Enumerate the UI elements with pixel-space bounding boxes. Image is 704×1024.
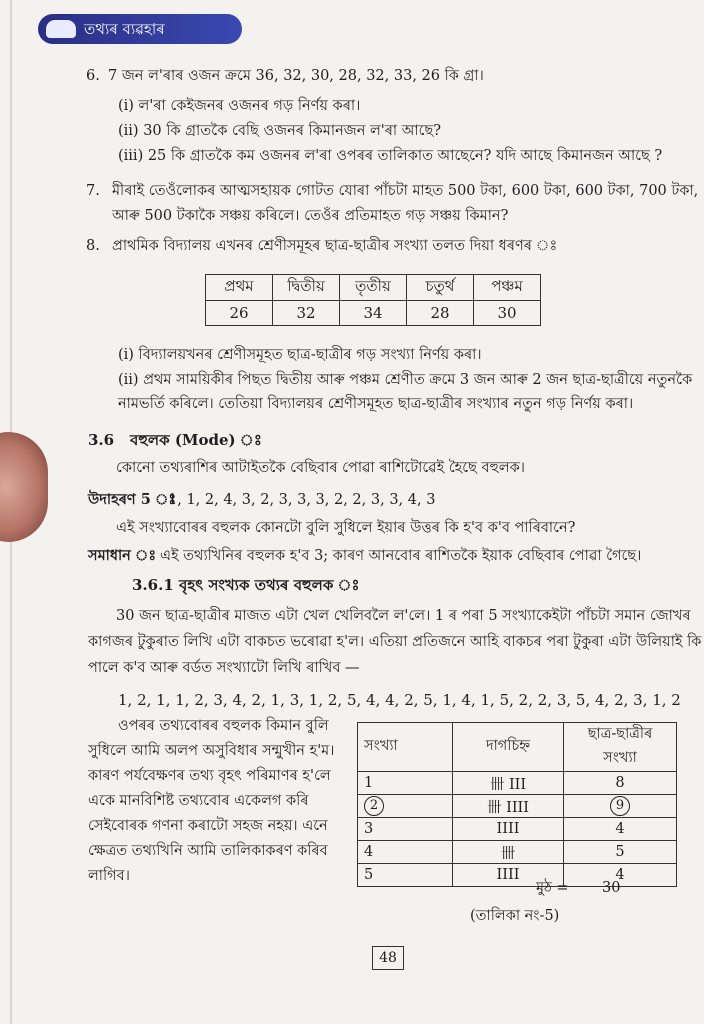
example-values: 1, 1, 2, 4, 3, 2, 3, 3, 3, 2, 2, 3, 3, 4, 3 bbox=[168, 492, 436, 508]
example-label: উদাহৰণ 5 ঃ bbox=[88, 491, 177, 508]
subsection-para-line1: 30 জন ছাত্ৰ-ছাত্ৰীৰ মাজত এটা খেল খেলিবলৈ ল'লে। 1 ৰ পৰা 5 সংখ্যাকেইটা পাঁচটা সমান জোখৰ bbox=[116, 608, 691, 624]
table-header-cell: পঞ্চম bbox=[474, 275, 541, 301]
section-title: বহুলক (Mode) ঃ bbox=[130, 431, 262, 449]
table-cell: 28 bbox=[407, 301, 474, 326]
table-cell-number: 3 bbox=[358, 818, 453, 841]
subsection-title: 3.6.1 বৃহৎ সংখ্যক তথ্যৰ বহুলক ঃ bbox=[132, 576, 360, 594]
table-cell: 26 bbox=[206, 301, 273, 326]
chapter-header bbox=[38, 14, 242, 44]
chapter-title: তথ্যৰ ব্যৱহাৰ bbox=[84, 20, 165, 38]
table-cell-number bbox=[358, 795, 453, 818]
table-header-cell: তৃতীয় bbox=[340, 275, 407, 301]
tally-marks: IIII bbox=[453, 864, 564, 887]
side-text-line: ওপৰৰ তথ্যবোৰৰ বহুলক কিমান বুলি bbox=[118, 718, 329, 734]
table-header-cell: চতুৰ্থ bbox=[407, 275, 474, 301]
solution-text: এই তথ্যখিনিৰ বহুলক হ'ব 3; কাৰণ আনবোৰ ৰাশিতকৈ ইয়াক বেছিবাৰ পোৱা গৈছে। bbox=[160, 548, 642, 564]
q8-part-i: (i) বিদ্যালয়খনৰ শ্ৰেণীসমূহত ছাত্ৰ-ছাত্ৰীৰ গড় সংখ্যা নিৰ্ণয় কৰা। bbox=[118, 347, 482, 363]
table-cell: 32 bbox=[273, 301, 340, 326]
table-cell: 30 bbox=[474, 301, 541, 326]
q7-number: 7. bbox=[86, 183, 100, 199]
q6-part-ii: (ii) 30 কি গ্ৰাতকৈ বেছি ওজনৰ কিমানজন ল'ৰা আছে? bbox=[118, 123, 442, 139]
q6-text: 7 জন ল'ৰাৰ ওজন ক্ৰমে 36, 32, 30, 28, 32, 33, 26 কি গ্ৰা। bbox=[108, 68, 484, 84]
tally-marks: IIII bbox=[453, 818, 564, 841]
table-header-cell: ছাত্ৰ-ছাত্ৰীৰ সংখ্যা bbox=[564, 723, 677, 772]
tally-marks: 卌 bbox=[453, 841, 564, 864]
table-header-cell: প্ৰথম bbox=[206, 275, 273, 301]
side-text-line: সেইবোৰক গণনা কৰাটো সহজ নহয়। এনে bbox=[88, 818, 328, 834]
table-row bbox=[358, 841, 677, 864]
solution-label: সমাধান ঃ bbox=[88, 547, 157, 564]
q8-number: 8. bbox=[86, 238, 100, 254]
table-row bbox=[358, 772, 677, 795]
class-strength-table bbox=[205, 274, 541, 326]
thumb-photo-artifact bbox=[0, 432, 48, 542]
table-cell-number: 1 bbox=[358, 772, 453, 795]
total-label: মুঠ = bbox=[536, 880, 569, 896]
side-text-line: একে মানবিশিষ্ট তথ্যবোৰ একেলগ কৰি bbox=[88, 793, 309, 809]
table-cell-count bbox=[564, 795, 677, 818]
section-number: 3.6 bbox=[88, 431, 115, 449]
table-row bbox=[206, 301, 541, 326]
table-row bbox=[358, 818, 677, 841]
subsection-para-line3: পালে ক'ব আৰু বৰ্ডত সংখ্যাটো লিখি ৰাখিব — bbox=[88, 660, 360, 676]
table-cell: 34 bbox=[340, 301, 407, 326]
total-value: 30 bbox=[602, 880, 621, 896]
mode-definition: কোনো তথ্যৰাশিৰ আটাইতকৈ বেছিবাৰ পোৱা ৰাশিটোৱেই হৈছে বহুলক। bbox=[116, 460, 525, 476]
side-text-line: কাৰণ পৰ্যবেক্ষণৰ তথ্য বৃহৎ পৰিমাণৰ হ'লে bbox=[88, 768, 331, 784]
table-header-row bbox=[358, 723, 677, 772]
q7-line1: মীৰাই তেওঁলোকৰ আত্মসহায়ক গোটত যোৰা পাঁচটা মাহত 500 টকা, 600 টকা, 600 টকা, 700 টকা, bbox=[112, 183, 699, 199]
header-emblem-icon bbox=[46, 20, 76, 38]
table-row bbox=[358, 795, 677, 818]
circled-count: 9 bbox=[610, 796, 630, 816]
example-question: এই সংখ্যাবোৰৰ বহুলক কোনটো বুলি সুধিলে ইয়াৰ উত্তৰ কি হ'ব ক'ব পাৰিবানে? bbox=[116, 520, 576, 536]
table-cell-count: 8 bbox=[564, 772, 677, 795]
page-number: 48 bbox=[372, 946, 404, 970]
circled-number: 2 bbox=[364, 796, 384, 816]
table-cell-count: 4 bbox=[564, 864, 677, 887]
tally-table bbox=[357, 722, 677, 887]
q6-part-iii: (iii) 25 কি গ্ৰাতকৈ কম ওজনৰ ল'ৰা ওপৰৰ তালিকাত আছেনে? যদি আছে কিমানজন আছে ? bbox=[118, 148, 663, 164]
tally-marks: 卌 III bbox=[453, 772, 564, 795]
q8-text: প্ৰাথমিক বিদ্যালয় এখনৰ শ্ৰেণীসমূহৰ ছাত্ৰ-ছাত্ৰীৰ সংখ্যা তলত দিয়া ধৰণৰ ঃ bbox=[112, 238, 558, 254]
q8-part-ii-line2: নামভৰ্তি কৰিলে। তেতিয়া বিদ্যালয়ৰ শ্ৰেণীসমূহত ছাত্ৰ-ছাত্ৰীৰ সংখ্যাৰ নতুন গড় নিৰ্ণয় কৰা। bbox=[118, 396, 634, 412]
table-row bbox=[358, 864, 677, 887]
table-header-cell: দ্বিতীয় bbox=[273, 275, 340, 301]
side-text-line: লাগিব। bbox=[88, 868, 130, 884]
table-header-cell: সংখ্যা bbox=[358, 723, 453, 772]
table-header-row bbox=[206, 275, 541, 301]
subsection-para-line2: কাগজৰ টুকুৰাত লিখি এটা বাকচত ভৰোৱা হ'ল। এতিয়া প্ৰতিজনে আহি বাকচৰ পৰা টুকুৰা এটা উলিয়াই কি bbox=[88, 634, 702, 650]
table-cell-number: 4 bbox=[358, 841, 453, 864]
table-cell-count: 4 bbox=[564, 818, 677, 841]
side-text-line: সুধিলে আমি অলপ অসুবিধাৰ সন্মুখীন হ'ম। bbox=[88, 743, 335, 759]
table-cell-number: 5 bbox=[358, 864, 453, 887]
table-header-cell: দাগচিহ্ন bbox=[453, 723, 564, 772]
q7-line2: আৰু 500 টকাকৈ সঞ্চয় কৰিলে। তেওঁৰ প্ৰতিমাহত গড় সঞ্চয় কিমান? bbox=[112, 208, 509, 224]
table-caption: (তালিকা নং-5) bbox=[470, 908, 560, 924]
table-cell-count: 5 bbox=[564, 841, 677, 864]
q6-part-i: (i) ল'ৰা কেইজনৰ ওজনৰ গড় নিৰ্ণয় কৰা। bbox=[118, 98, 361, 114]
q6-number: 6. bbox=[86, 68, 100, 84]
side-text-line: ক্ষেত্ৰত তথ্যখিনি আমি তালিকাকৰণ কৰিব bbox=[88, 843, 328, 859]
q8-part-ii-line1: (ii) প্ৰথম সাময়িকীৰ পিছত দ্বিতীয় আৰু পঞ্চম শ্ৰেণীত ক্ৰমে 3 জন আৰু 2 জন ছাত্ৰ-ছাত্ৰীয়ে নতুনকৈ bbox=[118, 372, 693, 388]
tally-marks: 卌 IIII bbox=[453, 795, 564, 818]
data-series: 1, 2, 1, 1, 2, 3, 4, 2, 1, 3, 1, 2, 5, 4, 4, 2, 5, 1, 4, 1, 5, 2, 2, 3, 5, 4, 2, 3, 1, 2 bbox=[118, 691, 681, 709]
